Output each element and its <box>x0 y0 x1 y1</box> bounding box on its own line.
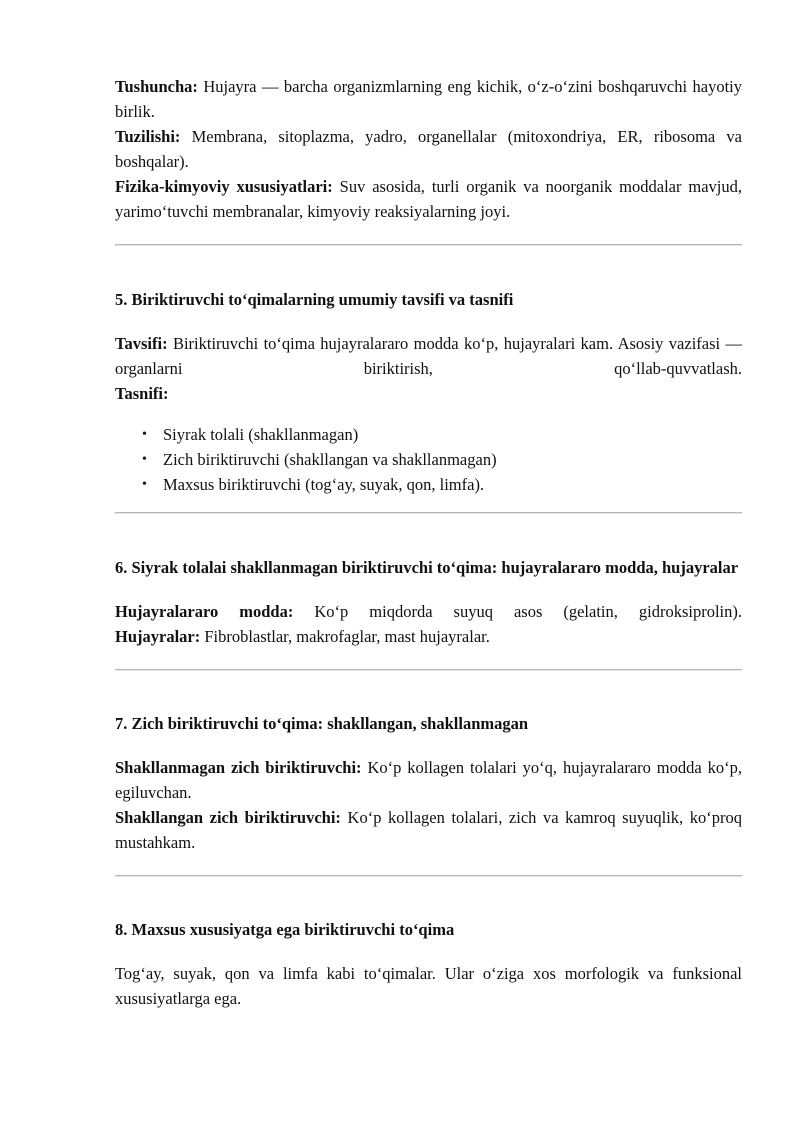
physchem-label: Fizika-kimyoviy xususiyatlari: <box>115 177 333 196</box>
section-divider <box>115 244 742 246</box>
section-5 <box>115 287 742 497</box>
section-8-heading: 8. Maxsus xususiyatga ega biriktiruvchi toʻqima <box>115 920 455 939</box>
cells-paragraph <box>115 624 742 649</box>
section-divider <box>115 512 742 514</box>
formed-text: Koʻp kollagen tolalari, zich va kamroq suyuqlik, koʻproq mustahkam. <box>115 808 742 852</box>
structure-label: Tuzilishi: <box>115 127 181 146</box>
structure-paragraph <box>115 124 742 174</box>
matrix-text: Koʻp miqdorda suyuq asos (gelatin, gidroksiprolin). <box>314 602 743 621</box>
classification-label: Tasnifi: <box>115 384 169 403</box>
structure-text: Membrana, sitoplazma, yadro, organellalar (mitoxondriya, ER, ribosoma va boshqalar). <box>115 127 742 171</box>
physchem-paragraph <box>115 174 742 224</box>
section-divider <box>115 669 742 671</box>
unformed-paragraph <box>115 755 742 805</box>
section-7 <box>115 711 742 855</box>
cells-label: Hujayralar: <box>115 627 201 646</box>
concept-label: Tushuncha: <box>115 77 198 96</box>
section-6 <box>115 555 742 649</box>
description-label: Tavsifi: <box>115 334 168 353</box>
document-page <box>115 74 742 1011</box>
formed-paragraph <box>115 805 742 855</box>
section-8-text: Togʻay, suyak, qon va limfa kabi toʻqimalar. Ular oʻziga xos morfologik va funksional xususiyatlarga ega. <box>115 964 742 1008</box>
physchem-text: Suv asosida, turli organik va noorganik moddalar mavjud, yarimoʻtuvchi membranalar, kimyoviy reaksiyalarning joyi. <box>115 177 743 221</box>
unformed-text: Koʻp kollagen tolalari yoʻq, hujayralararo modda koʻp, egiluvchan. <box>115 758 742 802</box>
section-7-heading: 7. Zich biriktiruvchi toʻqima: shakllangan, shakllanmagan <box>115 714 529 733</box>
section-divider <box>115 875 742 877</box>
intro-section <box>115 74 742 224</box>
section-5-heading: 5. Biriktiruvchi toʻqimalarning umumiy tavsifi va tasnifi <box>115 290 514 309</box>
list-item: • Zich biriktiruvchi (shakllangan va shakllanmagan) <box>163 447 742 472</box>
formed-label: Shakllangan zich biriktiruvchi: <box>115 808 341 827</box>
list-item: • Maxsus biriktiruvchi (togʻay, suyak, qon, limfa). <box>163 472 742 497</box>
matrix-label: Hujayralararo modda: <box>115 602 294 621</box>
cells-text: Fibroblastlar, makrofaglar, mast hujayralar. <box>204 627 490 646</box>
concept-paragraph <box>115 74 742 124</box>
description-text: Biriktiruvchi toʻqima hujayralararo modda koʻp, hujayralari kam. Asosiy vazifasi — organlarni biriktirish, qoʻllab-quvvatlash. <box>115 334 742 378</box>
concept-text: Hujayra — barcha organizmlarning eng kichik, oʻz-oʻzini boshqaruvchi hayotiy birlik. <box>115 77 743 121</box>
classification-list <box>115 422 742 497</box>
section-5-description <box>115 331 742 381</box>
matrix-paragraph <box>115 599 742 624</box>
unformed-label: Shakllanmagan zich biriktiruvchi: <box>115 758 362 777</box>
section-8 <box>115 917 742 1011</box>
section-6-heading: 6. Siyrak tolalai shakllanmagan biriktiruvchi toʻqima: hujayralararo modda, hujayralar <box>115 558 739 577</box>
list-item: • Siyrak tolali (shakllanmagan) <box>163 422 742 447</box>
